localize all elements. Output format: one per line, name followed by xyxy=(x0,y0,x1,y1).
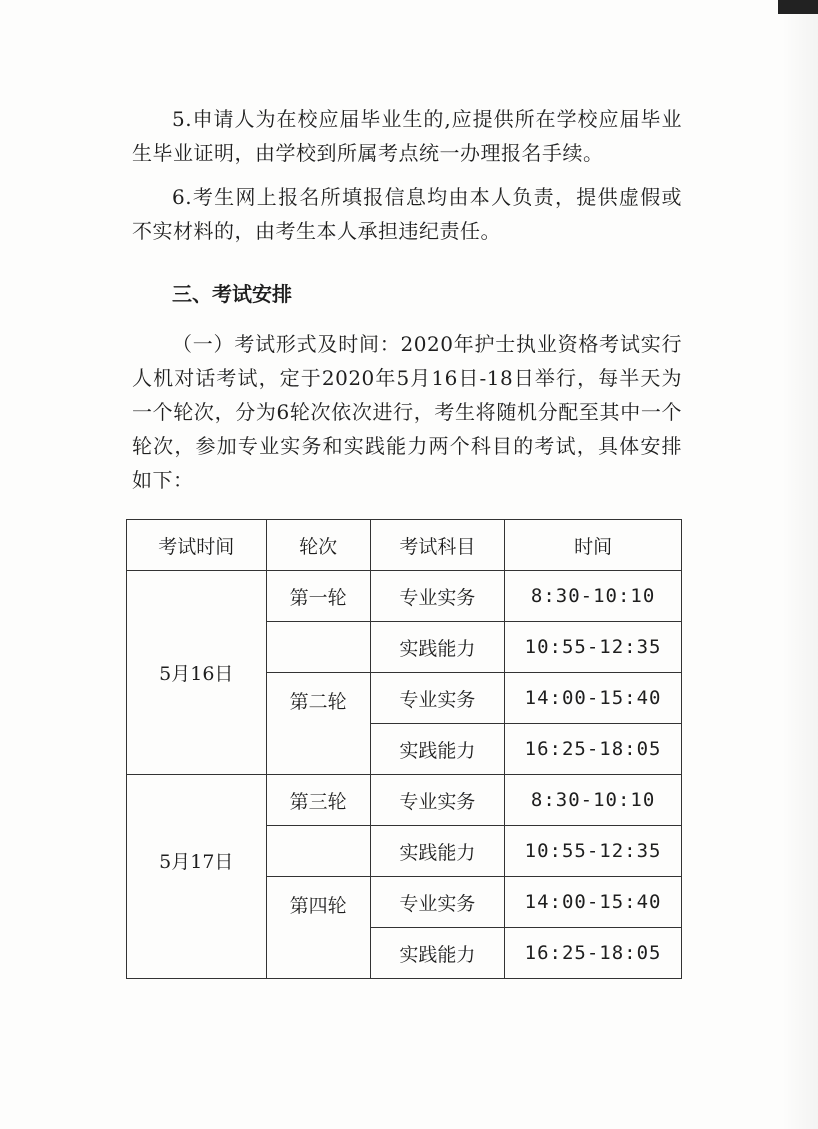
round-cell: 第二轮 xyxy=(266,673,370,775)
round-cell-empty xyxy=(266,826,370,877)
subject-cell: 实践能力 xyxy=(370,724,505,775)
subject-cell: 专业实务 xyxy=(370,877,505,928)
subject-cell: 专业实务 xyxy=(370,571,505,622)
section-heading: 三、考试安排 xyxy=(172,282,292,306)
subject-cell: 实践能力 xyxy=(370,622,505,673)
time-cell: 10:55-12:35 xyxy=(505,622,682,673)
round-cell: 第三轮 xyxy=(266,775,370,826)
header-round: 轮次 xyxy=(266,520,370,571)
round-cell-empty xyxy=(266,622,370,673)
time-cell: 16:25-18:05 xyxy=(505,724,682,775)
subject-cell: 专业实务 xyxy=(370,673,505,724)
date-cell: 5月16日 xyxy=(127,571,267,775)
scan-corner xyxy=(778,0,818,14)
time-cell: 16:25-18:05 xyxy=(505,928,682,979)
header-subject: 考试科目 xyxy=(370,520,505,571)
round-cell: 第一轮 xyxy=(266,571,370,622)
time-cell: 10:55-12:35 xyxy=(505,826,682,877)
subject-cell: 实践能力 xyxy=(370,928,505,979)
round-cell: 第四轮 xyxy=(266,877,370,979)
subject-cell: 专业实务 xyxy=(370,775,505,826)
paragraph-item-6: 6.考生网上报名所填报信息均由本人负责，提供虚假或不实材料的，由考生本人承担违纪责任。 xyxy=(132,185,682,243)
time-cell: 8:30-10:10 xyxy=(505,775,682,826)
table-row xyxy=(127,775,682,826)
time-cell: 8:30-10:10 xyxy=(505,571,682,622)
header-time: 时间 xyxy=(505,520,682,571)
time-cell: 14:00-15:40 xyxy=(505,877,682,928)
header-exam-date: 考试时间 xyxy=(127,520,267,571)
subject-cell: 实践能力 xyxy=(370,826,505,877)
paragraph-item-5: 5.申请人为在校应届毕业生的,应提供所在学校应届毕业生毕业证明，由学校到所属考点统一办理报名手续。 xyxy=(132,107,682,165)
exam-arrangement-paragraph: （一）考试形式及时间：2020年护士执业资格考试实行人机对话考试，定于2020年5月16日-18日举行，每半天为一个轮次，分为6轮次依次进行，考生将随机分配至其中一个轮次，参加专业实务和实践能力两个科目的考试，具体安排如下： xyxy=(132,332,682,492)
time-cell: 14:00-15:40 xyxy=(505,673,682,724)
exam-schedule-table xyxy=(126,519,682,979)
date-cell: 5月17日 xyxy=(127,775,267,979)
scan-shadow xyxy=(782,0,818,1129)
table-row xyxy=(127,571,682,622)
table-header-row xyxy=(127,520,682,571)
